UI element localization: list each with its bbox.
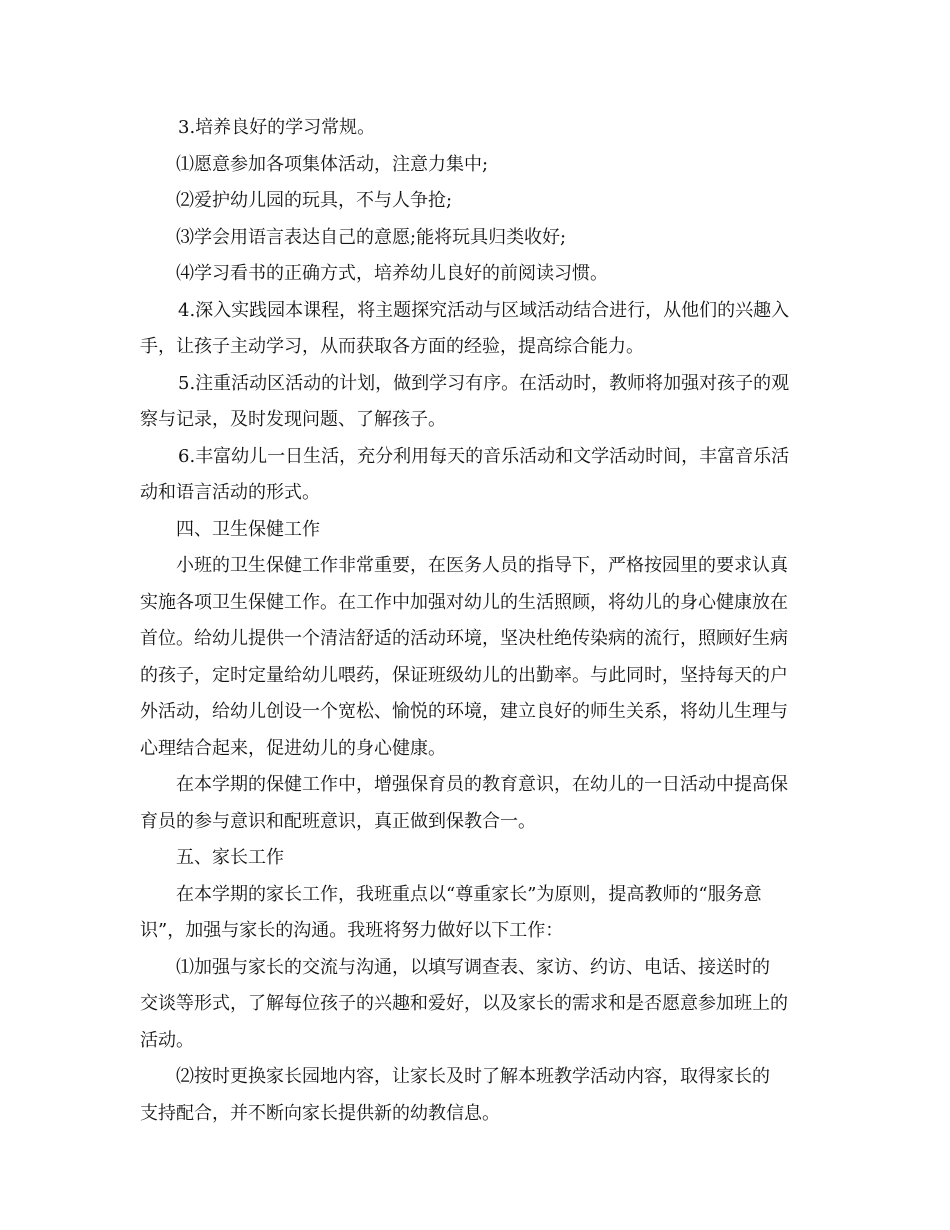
text-line: 小班的卫生保健工作非常重要，在医务人员的指导下，严格按园里的要求认真 [176,555,788,576]
text-line: 5.注重活动区活动的计划，做到学习有序。在活动时，教师将加强对孩子的观 [178,372,790,394]
text-line: 实施各项卫生保健工作。在工作中加强对幼儿的生活照顾，将幼儿的身心健康放在 [140,591,788,613]
text-line: 手，让孩子主动学习，从而获取各方面的经验，提高综合能力。 [140,336,644,357]
text-line: 在本学期的保健工作中，增强保育员的教育意识，在幼儿的一日活动中提高保 [176,774,788,795]
text-line: ⑴加强与家长的交流与沟通，以填写调查表、家访、约访、电话、接送时的 [176,956,770,978]
text-line: 外活动，给幼儿创设一个宽松、愉悦的环境，建立良好的师生关系，将幼儿生理与 [140,701,788,722]
text-line: 心理结合起来，促进幼儿的身心健康。 [140,737,446,759]
text-line: ⑵爱护幼儿园的玩具，不与人争抢; [176,190,453,211]
text-line: 动和语言活动的形式。 [140,482,320,503]
text-line: 五、家长工作 [176,847,284,868]
text-line: 首位。给幼儿提供一个清洁舒适的活动环境，坚决杜绝传染病的流行，照顾好生病 [140,628,788,649]
text-line: 的孩子，定时定量给幼儿喂药，保证班级幼儿的出勤率。与此同时，坚持每天的户 [140,664,788,686]
document-page [140,110,812,1132]
text-line: ⑵按时更换家长园地内容，让家长及时了解本班教学活动内容，取得家长的 [176,1066,770,1087]
text-line: 识”，加强与家长的沟通。我班将努力做好以下工作： [140,920,564,941]
text-line: 支持配合，并不断向家长提供新的幼教信息。 [140,1102,500,1124]
text-line: ⑷学习看书的正确方式，培养幼儿良好的前阅读习惯。 [176,263,608,284]
text-line: 3.培养良好的学习常规。 [178,117,376,138]
text-line: 育员的参与意识和配班意识，真正做到保教合一。 [140,810,536,832]
text-line: 活动。 [140,1029,194,1051]
text-line: 四、卫生保健工作 [176,518,320,540]
text-line: ⑶学会用语言表达自己的意愿;能将玩具归类收好; [176,226,567,248]
text-line: 交谈等形式，了解每位孩子的兴趣和爱好，以及家长的需求和是否愿意参加班上的 [140,993,788,1014]
text-line: 4.深入实践园本课程，将主题探究活动与区域活动结合进行，从他们的兴趣入 [178,299,790,321]
text-line: ⑴愿意参加各项集体活动，注意力集中; [176,153,489,175]
text-line: 察与记录，及时发现问题、了解孩子。 [140,409,446,430]
text-line: 在本学期的家长工作，我班重点以“尊重家长”为原则，提高教师的“服务意 [176,883,762,905]
text-line: 6.丰富幼儿一日生活，充分利用每天的音乐活动和文学活动时间，丰富音乐活 [178,445,790,467]
